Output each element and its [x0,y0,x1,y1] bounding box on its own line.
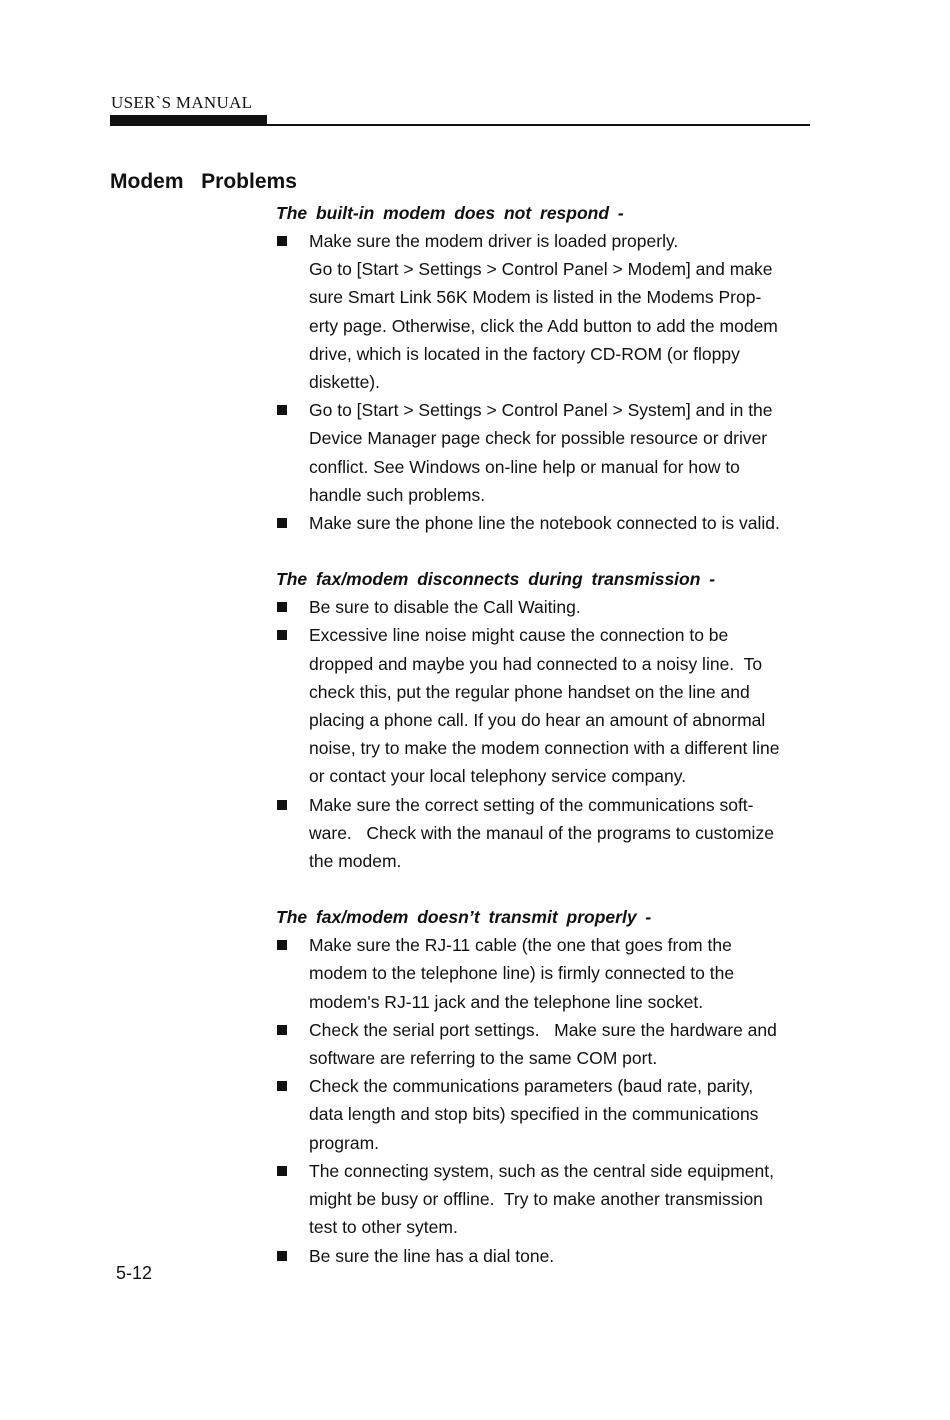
bullet-item [276,1242,816,1270]
bullet-item [276,396,816,509]
subsection-heading: The fax/modem doesn’t transmit properly - [276,907,652,928]
item-line: Be sure the line has a dial tone. [309,1245,555,1266]
page-header-label: USER`S MANUAL [111,93,253,112]
square-bullet-icon [277,518,287,528]
section-title: Modem Problems [110,170,297,193]
page-number: 5-12 [116,1263,153,1283]
item-line: dropped and maybe you had connected to a noisy line. To [309,653,763,674]
square-bullet-icon [277,1025,287,1035]
subsection-no-response [276,199,816,537]
header-rule-thin [110,124,810,126]
item-line: erty page. Otherwise, click the Add button to add the modem [309,315,778,336]
bullet-item [276,791,816,876]
item-line: data length and stop bits) specified in the communications [309,1104,759,1125]
square-bullet-icon [277,800,287,810]
item-line: conflict. See Windows on-line help or manual for how to [309,456,740,477]
item-line: The connecting system, such as the central side equipment, [309,1160,774,1181]
bullet-item [276,227,816,396]
bullet-item [276,1072,816,1157]
item-line: program. [309,1132,380,1153]
item-line: Make sure the RJ-11 cable (the one that goes from the [309,935,732,956]
item-line: software are referring to the same COM port. [309,1048,658,1069]
bullet-item [276,593,816,621]
item-line: Device Manager page check for possible resource or driver [309,428,768,449]
subsection-heading: The built-in modem does not respond - [276,203,624,223]
square-bullet-icon [277,940,287,950]
bullet-item [276,931,816,1016]
item-line: handle such problems. [309,484,486,505]
item-line: check this, put the regular phone handset on the line and [309,681,750,702]
bullet-item [276,509,816,537]
square-bullet-icon [277,1081,287,1091]
subsection-no-transmit [276,903,816,1269]
item-line: Check the communications parameters (baud rate, parity, [309,1076,754,1097]
item-line: Be sure to disable the Call Waiting. [309,597,581,618]
subsection-heading: The fax/modem disconnects during transmission - [276,569,716,590]
item-line: Make sure the phone line the notebook connected to is valid. [309,513,780,534]
item-line: sure Smart Link 56K Modem is listed in the Modems Prop- [309,287,762,308]
item-line: Make sure the modem driver is loaded properly. [309,231,679,251]
item-line: Go to [Start > Settings > Control Panel > Modem] and make [309,259,773,280]
bullet-item [276,1157,816,1242]
item-line: ware. Check with the manaul of the programs to customize [309,822,774,843]
subsection-disconnects [276,565,816,875]
item-line: or contact your local telephony service company. [309,766,687,787]
bullet-item [276,1016,816,1072]
square-bullet-icon [277,630,287,640]
item-line: placing a phone call. If you do hear an amount of abnormal [309,710,766,731]
item-line: might be busy or offline. Try to make another transmission [309,1189,763,1210]
item-line: noise, try to make the modem connection with a different line [309,738,780,759]
content-body [276,199,816,1298]
item-line: the modem. [309,851,402,872]
square-bullet-icon [277,1166,287,1176]
bullet-item [276,621,816,790]
item-line: drive, which is located in the factory CD-ROM (or floppy [309,343,740,364]
square-bullet-icon [277,236,287,246]
square-bullet-icon [277,1251,287,1261]
item-line: Excessive line noise might cause the connection to be [309,625,729,646]
item-line: Make sure the correct setting of the communications soft- [309,794,754,815]
item-line: modem to the telephone line) is firmly connected to the [309,963,735,984]
item-line: diskette). [309,372,380,393]
square-bullet-icon [277,405,287,415]
item-line: test to other sytem. [309,1217,458,1238]
item-line: Go to [Start > Settings > Control Panel > System] and in the [309,400,773,421]
item-line: Check the serial port settings. Make sure the hardware and [309,1019,777,1040]
item-line: modem's RJ-11 jack and the telephone line socket. [309,991,704,1012]
square-bullet-icon [277,602,287,612]
